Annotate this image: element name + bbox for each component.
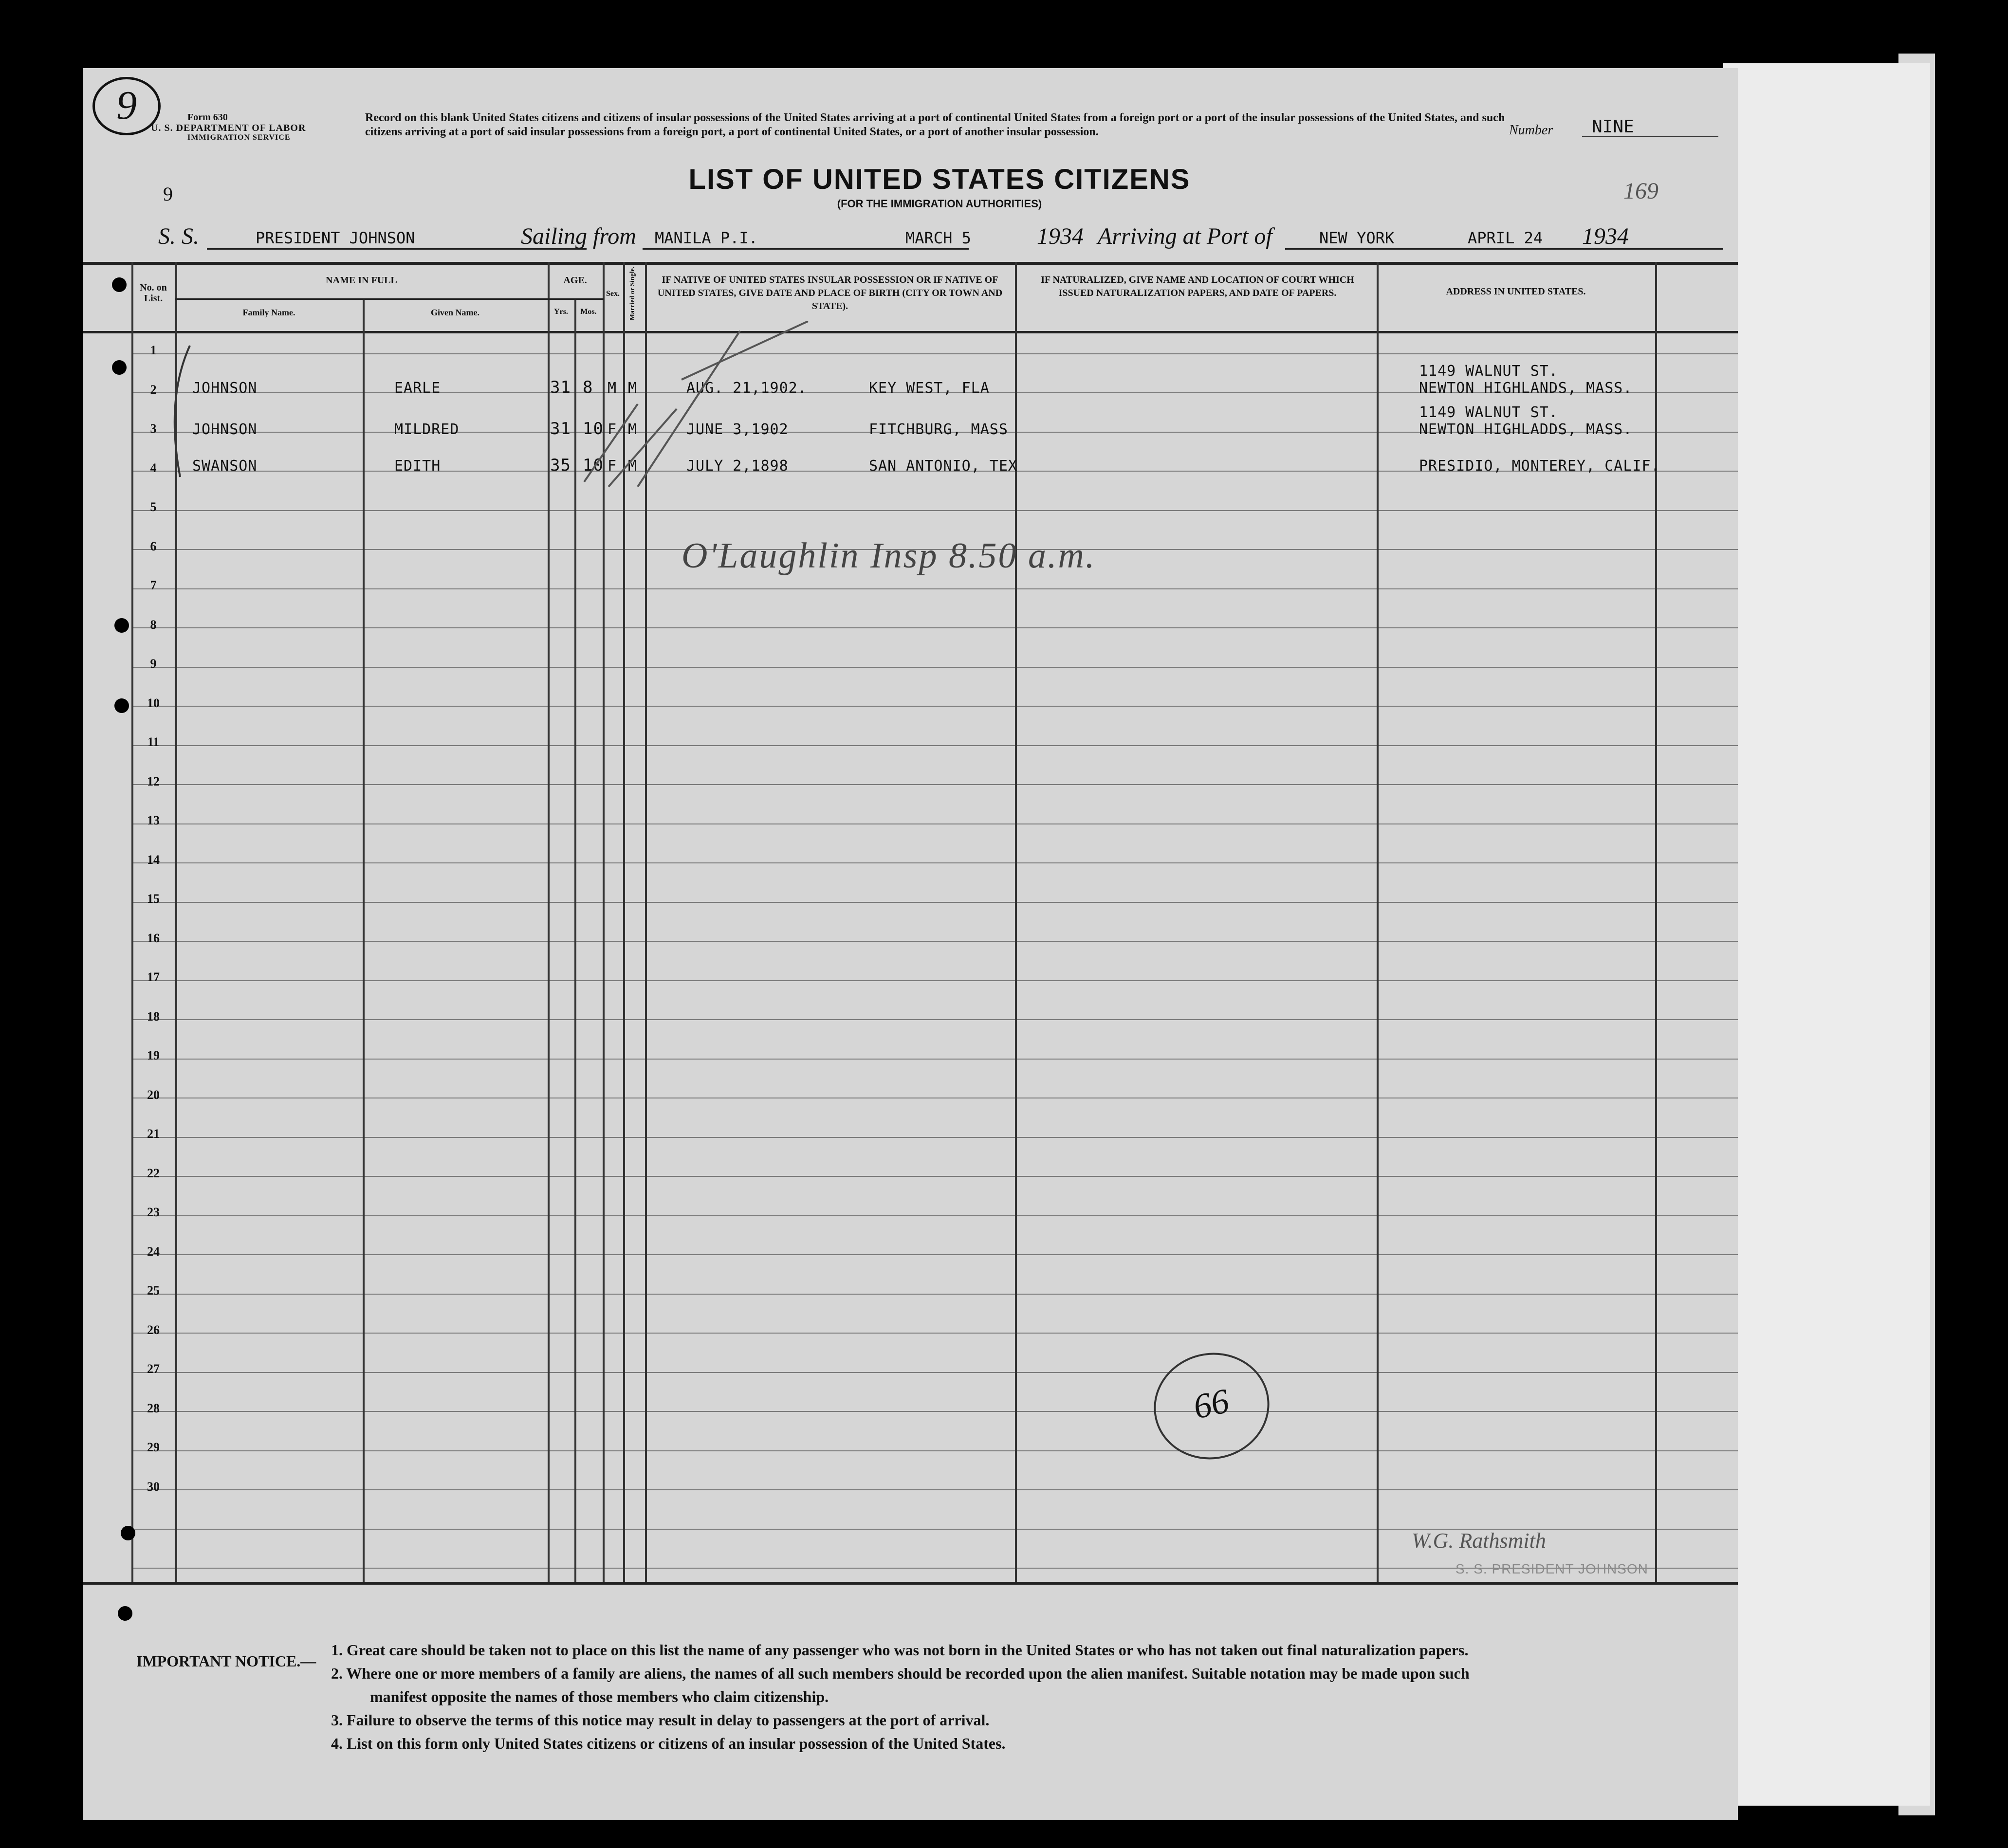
punch-hole (114, 698, 129, 713)
birth-place: KEY WEST, FLA (869, 380, 990, 397)
row-number: 17 (147, 970, 160, 985)
row-rule (131, 1254, 1738, 1255)
row-number: 26 (147, 1322, 160, 1337)
given-name: EDITH (394, 457, 441, 475)
port-to-underline (1285, 248, 1723, 250)
notice-item-1: 1. Great care should be taken not to place on this list the name of any passenger who was not born in the United States or who has not taken out final naturalization papers. (331, 1641, 1469, 1659)
col-line (574, 299, 576, 1582)
ship-stamp: S. S. PRESIDENT JOHNSON (1455, 1561, 1648, 1576)
row-number: 5 (150, 500, 157, 514)
punch-hole (118, 1606, 132, 1621)
row-number: 24 (147, 1244, 160, 1259)
col-header-sex: Sex. (606, 290, 620, 298)
row-rule (131, 1137, 1738, 1138)
address-line-1: 1149 WALNUT ST. (1419, 404, 1558, 421)
row-rule (131, 862, 1738, 863)
departure-year: 1934 (1037, 223, 1084, 249)
page-title: LIST OF UNITED STATES CITIZENS (688, 164, 1191, 195)
departure-date: MARCH 5 (905, 229, 971, 247)
row-rule (131, 1215, 1738, 1216)
row-number: 8 (150, 617, 157, 632)
row-rule (131, 941, 1738, 942)
birth-place: SAN ANTONIO, TEX (869, 457, 1017, 475)
col-line (548, 262, 550, 1582)
row-number: 3 (150, 421, 157, 436)
row-number: 22 (147, 1166, 160, 1180)
row-rule (131, 1372, 1738, 1373)
row-rule (131, 353, 1738, 354)
sex: M (608, 380, 617, 397)
under-sheet (1723, 63, 1930, 1806)
punch-hole (121, 1526, 135, 1540)
corner-number: 9 (163, 183, 173, 205)
row-rule (131, 1019, 1738, 1020)
col-header-yrs: Yrs. (554, 308, 568, 316)
manifest-page (83, 68, 1738, 1820)
notice-item-3: 3. Failure to observe the terms of this notice may result in delay to passengers at the port of arrival. (331, 1711, 990, 1729)
row-number: 23 (147, 1205, 160, 1220)
circled-sheet-number: 9 (92, 77, 161, 135)
arrival-date: APRIL 24 (1468, 229, 1543, 247)
family-bracket (161, 341, 200, 487)
row-rule (131, 980, 1738, 981)
col-header-mos: Mos. (580, 308, 597, 316)
row-rule (131, 706, 1738, 707)
row-number: 27 (147, 1362, 160, 1376)
ss-label: S. S. (158, 223, 199, 249)
page-subtitle: (FOR THE IMMIGRATION AUTHORITIES) (837, 198, 1042, 210)
address-line-2: NEWTON HIGHLADDS, MASS. (1419, 421, 1633, 438)
marital-status: M (628, 457, 638, 475)
table-top-rule (83, 262, 1738, 265)
col-header-family: Family Name. (242, 308, 295, 317)
family-name: JOHNSON (192, 421, 258, 438)
row-number: 18 (147, 1009, 160, 1024)
col-header-address: ADDRESS IN UNITED STATES. (1446, 286, 1586, 297)
table-bottom-rule (83, 1582, 1738, 1585)
department-name: U. S. DEPARTMENT OF LABOR (151, 123, 306, 133)
marital-status: M (628, 380, 638, 397)
row-number: 11 (147, 735, 160, 750)
notice-item-2-cont: manifest opposite the names of those members who claim citizenship. (370, 1688, 829, 1705)
subheader-rule (175, 298, 604, 300)
row-rule (131, 1489, 1738, 1490)
col-line (1377, 262, 1379, 1582)
row-number: 12 (147, 774, 160, 788)
birth-date: JUNE 3,1902 (686, 421, 789, 438)
row-rule (131, 1411, 1738, 1412)
punch-hole (114, 618, 129, 633)
circled-count: 66 (1144, 1342, 1279, 1470)
arrival-year: 1934 (1582, 223, 1629, 249)
row-number: 13 (147, 813, 160, 828)
sailing-from-label: Sailing from (521, 223, 636, 249)
punch-hole (112, 277, 127, 292)
row-number: 4 (150, 460, 157, 475)
family-name: SWANSON (192, 457, 258, 475)
address-line-2: NEWTON HIGHLANDS, MASS. (1419, 380, 1633, 397)
age-months: 10 (583, 419, 604, 439)
row-rule (131, 1333, 1738, 1334)
age-months: 10 (583, 456, 604, 475)
sex: F (608, 457, 617, 475)
notice-item-4: 4. List on this form only United States citizens or citizens of an insular possession of the United States. (331, 1735, 1006, 1752)
row-number: 29 (147, 1440, 160, 1455)
row-rule (131, 745, 1738, 746)
birth-date: JULY 2,1898 (686, 457, 789, 475)
family-name: JOHNSON (192, 380, 258, 397)
birth-date: AUG. 21,1902. (686, 380, 807, 397)
row-number: 6 (150, 539, 157, 553)
birth-place: FITCHBURG, MASS (869, 421, 1008, 438)
age-years: 31 (550, 378, 571, 397)
form-number: Form 630 (187, 112, 228, 123)
port-to: NEW YORK (1319, 229, 1395, 247)
row-rule (131, 902, 1738, 903)
age-months: 8 (583, 378, 593, 397)
col-line (363, 299, 365, 1582)
given-name: MILDRED (394, 421, 460, 438)
row-number: 16 (147, 931, 160, 945)
service-name: IMMIGRATION SERVICE (187, 133, 291, 142)
row-number: 9 (150, 657, 157, 671)
row-rule (131, 510, 1738, 511)
row-number: 10 (147, 695, 160, 710)
record-instructions: Record on this blank United States citizens and citizens of insular possessions of the United States arriving at a port of continental United States from a foreign port or a port of the insular possessions of the United States, and such citizens arriving at a port of said insular possessions from a foreign port, a port of continental United States, or a port of another insular possession. (365, 111, 1505, 138)
signature: W.G. Rathsmith (1412, 1529, 1546, 1553)
row-number: 21 (147, 1127, 160, 1141)
row-number: 2 (150, 382, 157, 397)
col-line (131, 262, 133, 1582)
arriving-label: Arriving at Port of (1098, 223, 1272, 249)
row-number: 30 (147, 1479, 160, 1494)
address-line-1: PRESIDIO, MONTEREY, CALIF. (1419, 457, 1660, 475)
row-rule (131, 627, 1738, 628)
row-rule (131, 1176, 1738, 1177)
check-mark-strokes (579, 321, 813, 496)
row-number: 25 (147, 1283, 160, 1298)
row-number: 28 (147, 1401, 160, 1415)
row-number: 19 (147, 1048, 160, 1063)
row-rule (131, 1059, 1738, 1060)
given-name: EARLE (394, 380, 441, 397)
row-rule (131, 588, 1738, 589)
row-number: 15 (147, 892, 160, 906)
notice-item-2: 2. Where one or more members of a family are aliens, the names of all such members should be recorded upon the alien manifest. Suitable notation may be made upon such (331, 1665, 1470, 1682)
age-years: 35 (550, 456, 571, 475)
punch-hole (112, 360, 127, 375)
number-underline (1582, 136, 1718, 137)
address-line-1: 1149 WALNUT ST. (1419, 363, 1558, 380)
col-header-native: IF NATIVE OF UNITED STATES INSULAR POSSESSION OR IF NATIVE OF UNITED STATES, GIVE DATE AND PLACE OF BIRTH (CITY OR TOWN AND STATE). (657, 274, 1003, 311)
row-number: 1 (150, 343, 157, 358)
col-header-naturalized: IF NATURALIZED, GIVE NAME AND LOCATION OF COURT WHICH ISSUED NATURALIZATION PAPERS, AND DATE OF PAPERS. (1041, 274, 1354, 298)
row-rule (131, 784, 1738, 785)
ship-name: PRESIDENT JOHNSON (256, 229, 415, 247)
port-from: MANILA P.I. (655, 229, 758, 247)
port-from-underline (643, 248, 969, 250)
header-bottom-rule (83, 331, 1738, 333)
number-value: NINE (1592, 117, 1634, 137)
handwritten-page-number: 169 (1623, 178, 1658, 204)
row-rule (131, 1294, 1738, 1295)
notice-label: IMPORTANT NOTICE.— (136, 1652, 316, 1670)
sex: F (608, 421, 617, 438)
row-rule (131, 667, 1738, 668)
col-header-age: AGE. (563, 275, 587, 286)
marital-status: M (628, 421, 638, 438)
col-header-name: NAME IN FULL (326, 275, 397, 286)
age-years: 31 (550, 419, 571, 439)
row-number: 7 (150, 578, 157, 593)
col-header-no: No. on List. (140, 282, 167, 304)
col-header-married: Married or Single. (629, 266, 636, 321)
row-number: 14 (147, 852, 160, 867)
inspector-note: O'Laughlin Insp 8.50 a.m. (682, 536, 1096, 576)
row-number: 20 (147, 1087, 160, 1102)
number-label: Number (1509, 123, 1553, 138)
row-rule (131, 823, 1738, 824)
col-header-given: Given Name. (431, 308, 479, 317)
row-rule (131, 1450, 1738, 1451)
